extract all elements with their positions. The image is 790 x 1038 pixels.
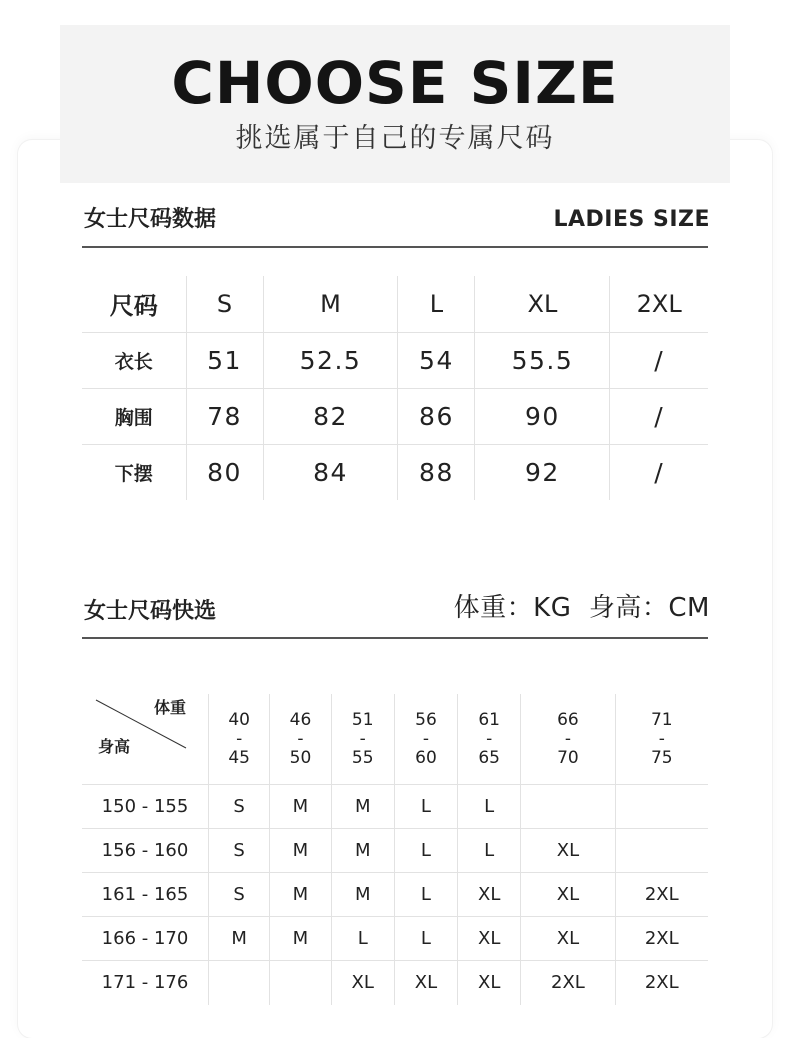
table-cell: 55.5 [475, 332, 610, 388]
size-cell [615, 829, 708, 873]
table-row [82, 829, 708, 873]
size-cell: XL [521, 829, 615, 873]
weight-range-header: 51 - 55 [331, 694, 394, 785]
weight-range-header: 56 - 60 [394, 694, 457, 785]
size-cell: XL [458, 917, 521, 961]
table-cell: 84 [263, 444, 398, 500]
height-range: 156 - 160 [82, 829, 209, 873]
table-cell: 92 [475, 444, 610, 500]
size-cell: 2XL [615, 961, 708, 1005]
table-header-row [82, 694, 708, 785]
size-cell: 2XL [615, 873, 708, 917]
table-cell: 90 [475, 388, 610, 444]
table-row [82, 961, 708, 1005]
size-cell: M [331, 785, 394, 829]
row-label: 胸围 [82, 388, 186, 444]
size-cell: XL [521, 917, 615, 961]
table-cell: 51 [186, 332, 263, 388]
size-cell: M [331, 829, 394, 873]
size-cell: L [458, 829, 521, 873]
size-cell: XL [331, 961, 394, 1005]
column-header: S [186, 276, 263, 332]
size-cell: S [209, 829, 270, 873]
column-header: XL [475, 276, 610, 332]
column-header: 尺码 [82, 276, 186, 332]
table-cell: 52.5 [263, 332, 398, 388]
table-row [82, 873, 708, 917]
column-header: L [398, 276, 475, 332]
column-header: M [263, 276, 398, 332]
size-cell: M [270, 785, 331, 829]
size-cell: L [394, 873, 457, 917]
weight-range-header: 66 - 70 [521, 694, 615, 785]
quick-select-table [82, 694, 708, 1005]
table-cell: / [610, 444, 708, 500]
table-row [82, 917, 708, 961]
row-label: 下摆 [114, 462, 153, 485]
size-cell: M [270, 829, 331, 873]
corner-weight-label: 体重 [153, 698, 186, 717]
table-cell: / [610, 332, 708, 388]
table-cell: / [610, 388, 708, 444]
section-divider [82, 246, 708, 248]
size-cell: L [394, 829, 457, 873]
quick-select-title: 女士尺码快选 [84, 599, 217, 624]
height-range: 166 - 170 [82, 917, 209, 961]
size-cell: L [458, 785, 521, 829]
size-cell: 2XL [521, 961, 615, 1005]
size-cell: S [209, 873, 270, 917]
size-cell: M [270, 917, 331, 961]
size-cell: XL [458, 873, 521, 917]
height-range: 150 - 155 [82, 785, 209, 829]
size-cell: M [331, 873, 394, 917]
height-range: 171 - 176 [101, 972, 189, 994]
height-range: 161 - 165 [82, 873, 209, 917]
table-cell: 80 [186, 444, 263, 500]
size-cell: M [270, 873, 331, 917]
corner-height-label: 身高 [98, 737, 131, 756]
page-title: CHOOSE SIZE [171, 49, 619, 117]
weight-range-header: 61 - 65 [458, 694, 521, 785]
size-cell: 2XL [615, 917, 708, 961]
row-label: 衣长 [82, 332, 186, 388]
table-cell: 82 [263, 388, 398, 444]
page-subtitle: 挑选属于自己的专属尺码 [235, 123, 555, 154]
units-label: 体重：KG 身高：CM [453, 593, 710, 623]
table-row [82, 785, 708, 829]
size-cell: XL [394, 961, 457, 1005]
table-header-row [82, 276, 708, 332]
size-cell: L [394, 785, 457, 829]
table-row [82, 332, 708, 388]
size-cell: L [331, 917, 394, 961]
size-cell [521, 785, 615, 829]
column-header: 2XL [610, 276, 708, 332]
weight-range-header: 46 - 50 [270, 694, 331, 785]
section-divider [82, 637, 708, 639]
weight-range-header: 40 - 45 [209, 694, 270, 785]
size-cell [209, 961, 270, 1005]
size-cell: XL [458, 961, 521, 1005]
table-cell: 88 [398, 444, 475, 500]
size-cell: XL [521, 873, 615, 917]
table-row [82, 444, 708, 500]
size-cell [270, 961, 331, 1005]
ladies-size-table [82, 276, 708, 500]
table-cell: 86 [398, 388, 475, 444]
table-cell: 78 [186, 388, 263, 444]
size-cell: M [209, 917, 270, 961]
weight-range-header: 71 - 75 [615, 694, 708, 785]
size-cell: L [394, 917, 457, 961]
corner-cell [82, 694, 209, 785]
ladies-size-title-cn: 女士尺码数据 [84, 207, 217, 232]
size-cell: S [209, 785, 270, 829]
table-cell: 54 [398, 332, 475, 388]
ladies-size-title-en: LADIES SIZE [553, 207, 710, 232]
table-row [82, 388, 708, 444]
size-cell [615, 785, 708, 829]
